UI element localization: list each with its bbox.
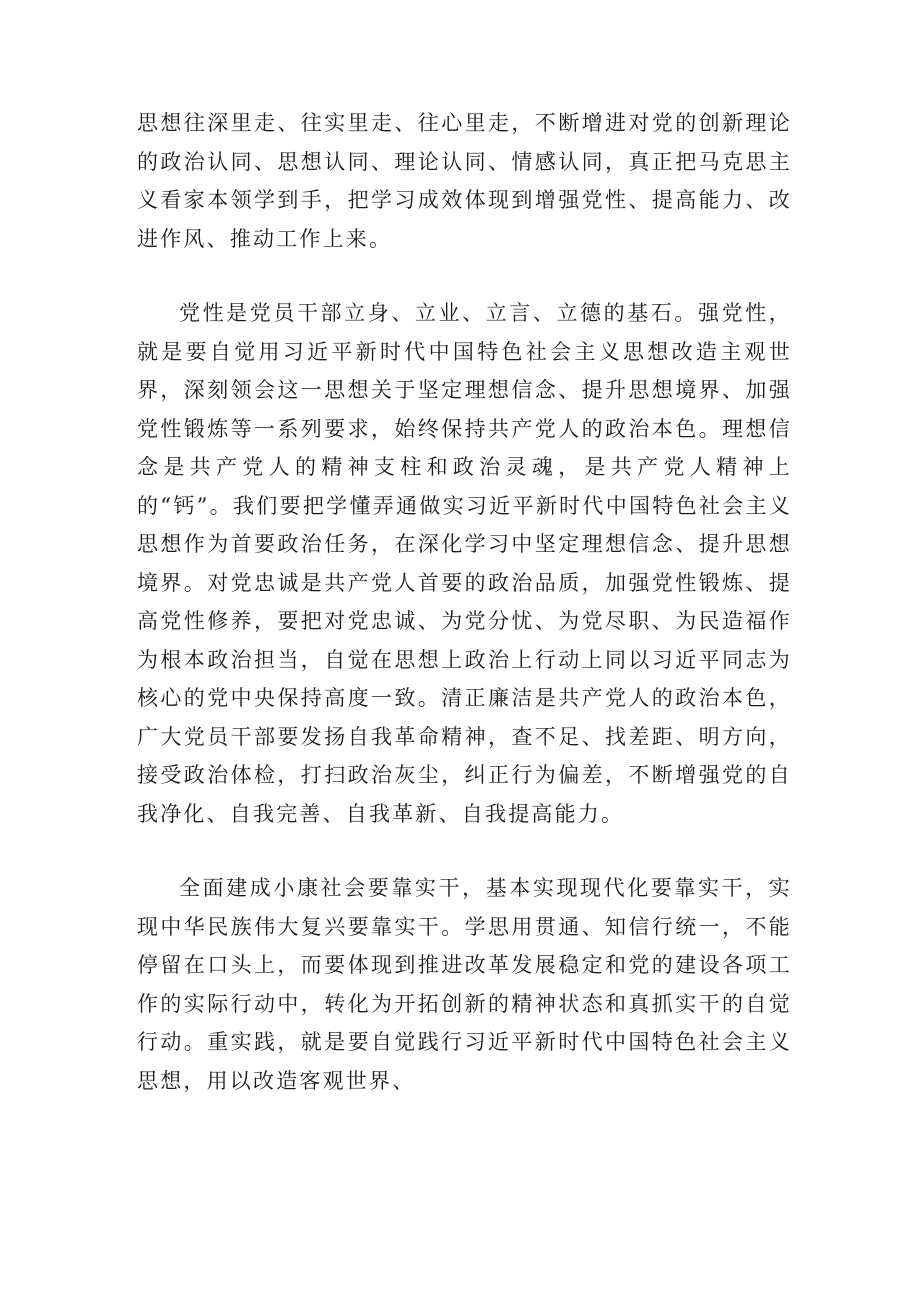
document-body [137, 104, 792, 1100]
paragraph-practice: 全面建成小康社会要靠实干，基本实现现代化要靠实干，实现中华民族伟大复兴要靠实干。学思用贯通、知信行统一，不能停留在口头上，而要体现到推进改革发展稳定和党的建设各项工作的实际行动中，转化为开拓创新的精神状态和真抓实干的自觉行动。重实践，就是要自觉践行习近平新时代中国特色社会主义思想，用以改造客观世界、 [137, 876, 792, 1093]
paragraph-party-spirit: 党性是党员干部立身、立业、立言、立德的基石。强党性，就是要自觉用习近平新时代中国特色社会主义思想改造主观世界，深刻领会这一思想关于坚定理想信念、提升思想境界、加强党性锻炼等一系列要求，始终保持共产党人的政治本色。理想信念是共产党人的精神支柱和政治灵魂，是共产党人精神上的“钙”。我们要把学懂弄通做实习近平新时代中国特色社会主义思想作为首要政治任务，在深化学习中坚定理想信念、提升思想境界。对党忠诚是共产党人首要的政治品质，加强党性锻炼、提高党性修养，要把对党忠诚、为党分忧、为党尽职、为民造福作为根本政治担当，自觉在思想上政治上行动上同以习近平同志为核心的党中央保持高度一致。清正廉洁是共产党人的政治本色，广大党员干部要发扬自我革命精神，查不足、找差距、明方向，接受政治体检，打扫政治灰尘，纠正行为偏差，不断增强党的自我净化、自我完善、自我革新、自我提高能力。 [137, 301, 792, 826]
paragraph-continuation: 思想往深里走、往实里走、往心里走，不断增进对党的创新理论的政治认同、思想认同、理论认同、情感认同，真正把马克思主义看家本领学到手，把学习成效体现到增强党性、提高能力、改进作风、推动工作上来。 [137, 111, 792, 251]
